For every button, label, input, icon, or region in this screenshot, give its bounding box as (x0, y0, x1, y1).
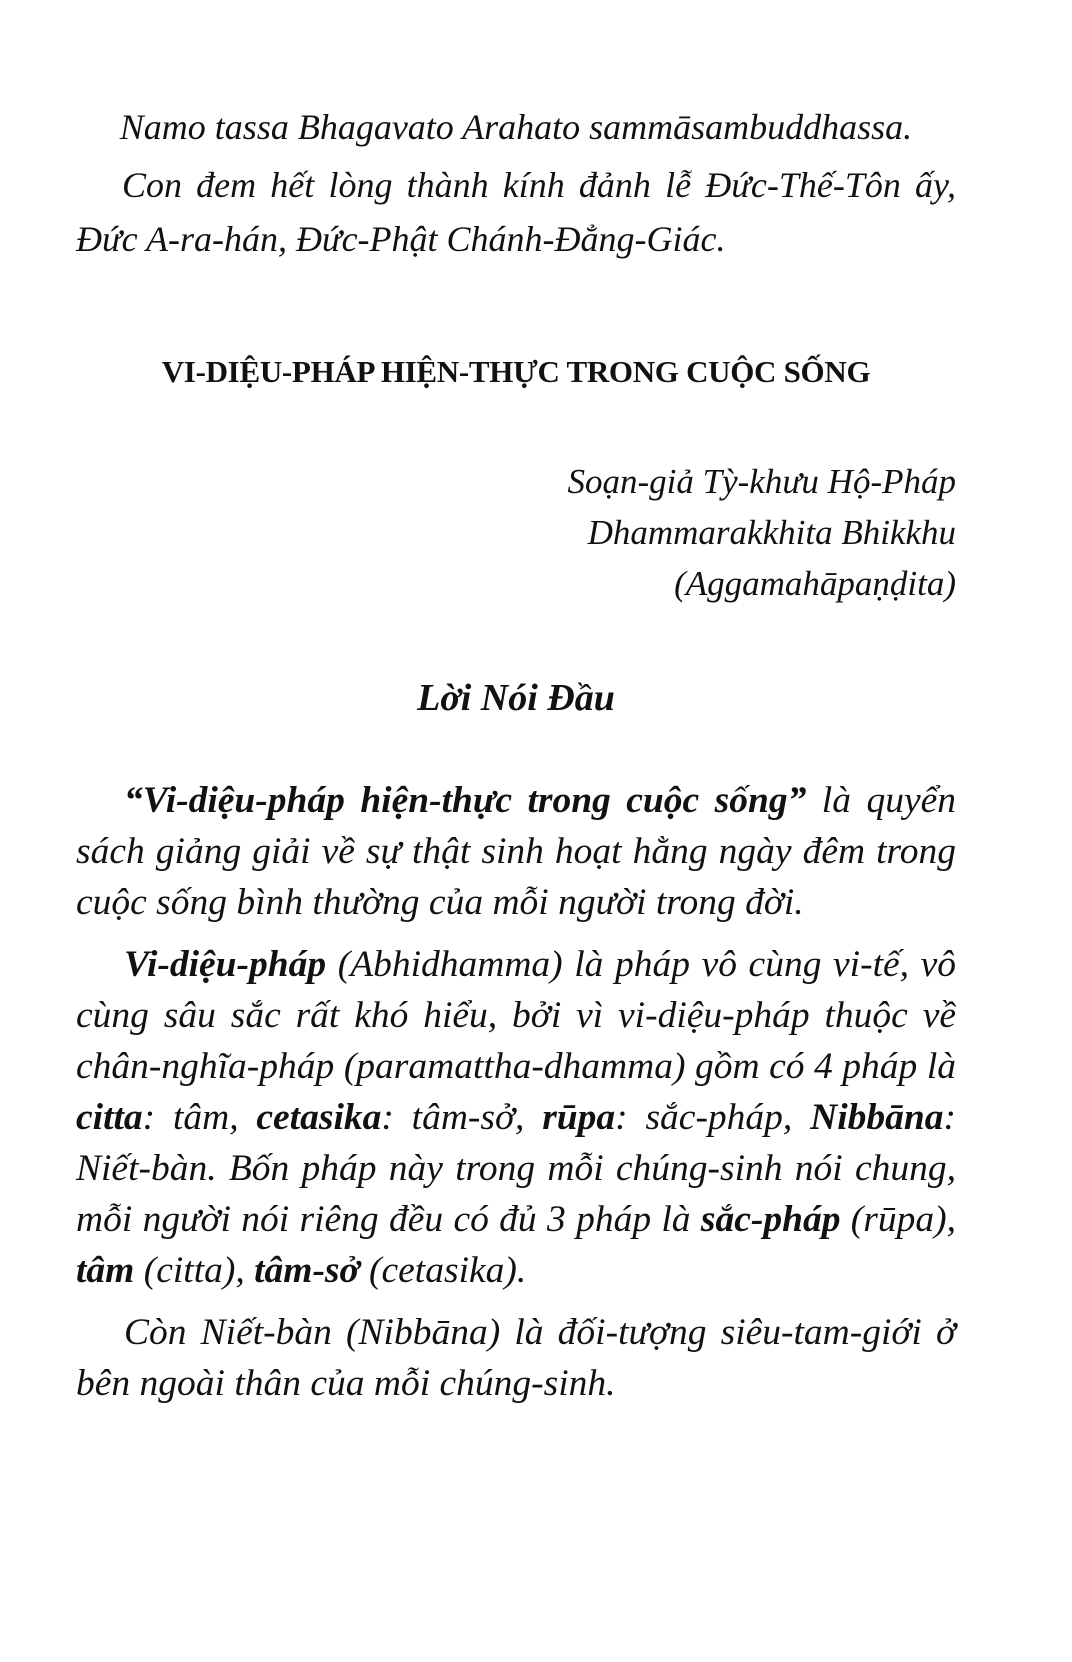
paragraph-1 (76, 775, 956, 928)
term-sac-phap: sắc-pháp (700, 1199, 841, 1240)
paragraph-2-text-3: : tâm-sở, (381, 1097, 543, 1138)
paragraph-2-text-7: (citta), (134, 1250, 255, 1291)
paragraph-2-text-4: : sắc-pháp, (615, 1097, 811, 1138)
term-rupa: rūpa (542, 1097, 616, 1138)
document-page (76, 100, 956, 1420)
paragraph-3: Còn Niết-bàn (Nibbāna) là đối-tượng siêu-tam-giới ở bên ngoài thân của mỗi chúng-sinh. (76, 1312, 956, 1404)
invocation (76, 100, 956, 266)
term-cetasika: cetasika (256, 1097, 382, 1138)
paragraph-2-text-6: (rūpa), (840, 1199, 956, 1240)
preface-title: Lời Nói Đầu (417, 677, 615, 719)
term-vi-dieu-phap: Vi-diệu-pháp (124, 944, 327, 985)
author-line-1: Soạn-giả Tỳ-khưu Hộ-Pháp (567, 462, 956, 501)
term-nibbana: Nibbāna (810, 1097, 944, 1138)
paragraph-2-text-5: : Niết-bàn. Bốn pháp này trong mỗi chúng-sinh nói chung, mỗi người nói riêng đều có đủ 3 pháp là (76, 1097, 956, 1240)
book-title: VI-DIỆU-PHÁP HIỆN-THỰC TRONG CUỘC SỐNG (161, 354, 871, 389)
paragraph-2-text-2: : tâm, (142, 1097, 257, 1138)
book-title-quote: “Vi-diệu-pháp hiện-thực trong cuộc sống” (124, 780, 807, 821)
author-line-2: Dhammarakkhita Bhikkhu (587, 513, 956, 552)
paragraph-1-text: là quyển sách giảng giải về sự thật sinh hoạt hằng ngày đêm trong cuộc sống bình thường của mỗi người trong đời. (76, 780, 956, 923)
paragraph-2-text-8: (cetasika). (359, 1250, 527, 1291)
preface-body (76, 775, 956, 1409)
author-line-3: (Aggamahāpaṇḍita) (674, 564, 956, 603)
paragraph-2-text-1: (Abhidhamma) là pháp vô cùng vi-tế, vô cùng sâu sắc rất khó hiểu, bởi vì vi-diệu-pháp thuộc về chân-nghĩa-pháp (paramattha-dhamma) gồm có 4 pháp là (76, 944, 956, 1087)
pali-invocation: Namo tassa Bhagavato Arahato sammāsambuddhassa. (119, 107, 913, 147)
term-tam-so: tâm-sở (254, 1250, 360, 1291)
term-citta: citta (76, 1097, 143, 1138)
author-block (76, 456, 956, 609)
paragraph-2 (76, 939, 956, 1296)
term-tam: tâm (76, 1250, 135, 1291)
vietnamese-invocation: Con đem hết lòng thành kính đảnh lễ Đức-Thế-Tôn ấy, Đức A-ra-hán, Đức-Phật Chánh-Đẳng-Giác. (76, 165, 956, 259)
